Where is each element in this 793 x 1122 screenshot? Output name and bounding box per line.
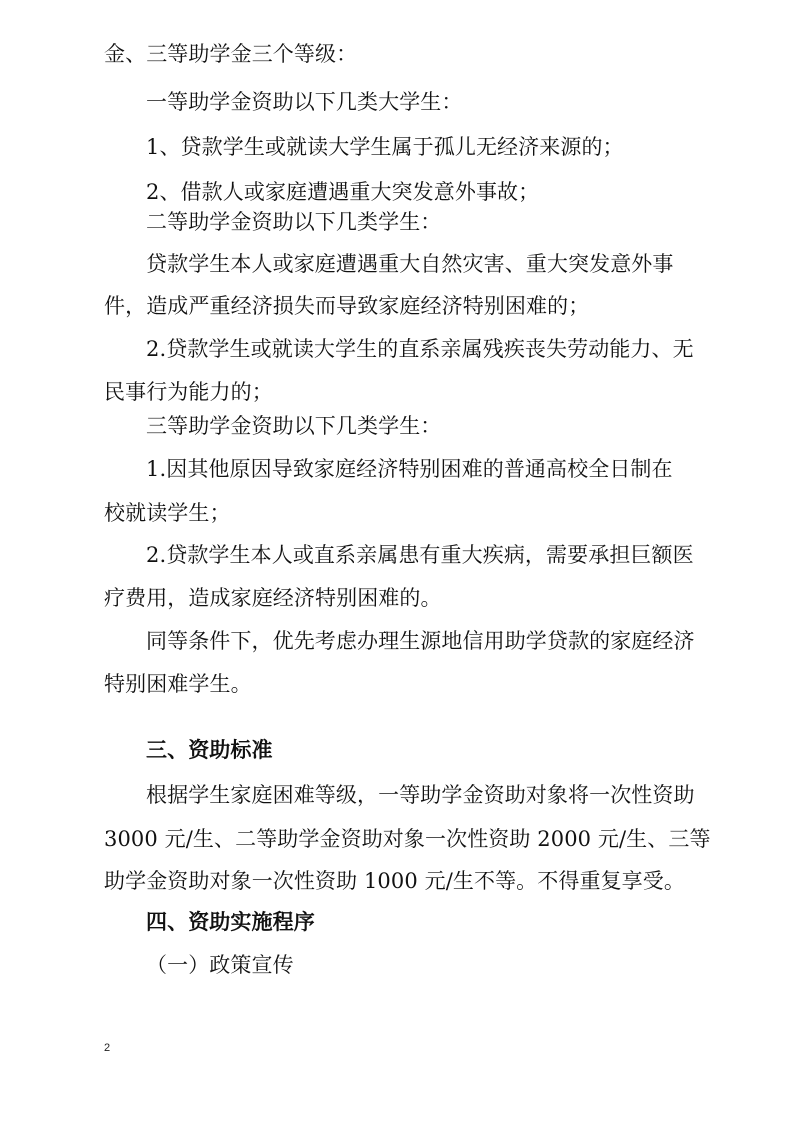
section-heading: 三、资助标准 (146, 738, 273, 762)
text-line: 民事行为能力的； (104, 380, 273, 404)
text-line: 贷款学生本人或家庭遭遇重大自然灾害、重大突发意外事 (146, 252, 674, 276)
text-line: 特别困难学生。 (104, 672, 252, 696)
text-line: 同等条件下，优先考虑办理生源地信用助学贷款的家庭经济 (146, 629, 695, 653)
text-line: 2.贷款学生或就读大学生的直系亲属残疾丧失劳动能力、无 (146, 337, 694, 361)
section-heading: 四、资助实施程序 (146, 910, 315, 934)
text-line: 3000 元/生、二等助学金资助对象一次性资助 2000 元/生、三等 (104, 827, 711, 851)
page-number: 2 (104, 1042, 111, 1054)
text-line: 三等助学金资助以下几类学生： (146, 414, 442, 438)
text-line: 2.贷款学生本人或直系亲属患有重大疾病，需要承担巨额医 (146, 543, 694, 567)
text-line: 金、三等助学金三个等级： (104, 42, 358, 66)
text-line: 二等助学金资助以下几类学生： (146, 210, 442, 234)
text-line: 助学金资助对象一次性资助 1000 元/生不等。不得重复享受。 (104, 869, 685, 893)
text-line: 件，造成严重经济损失而导致家庭经济特别困难的； (104, 294, 590, 318)
text-line: 校就读学生； (104, 501, 231, 525)
text-line: 疗费用，造成家庭经济特别困难的。 (104, 586, 442, 610)
text-line: 根据学生家庭困难等级，一等助学金资助对象将一次性资助 (146, 783, 695, 807)
text-line: 1、贷款学生或就读大学生属于孤儿无经济来源的； (146, 135, 624, 159)
text-line: 1.因其他原因导致家庭经济特别困难的普通高校全日制在 (146, 457, 673, 481)
text-line: 一等助学金资助以下几类大学生： (146, 90, 463, 114)
text-line: 2、借款人或家庭遭遇重大突发意外事故； (146, 180, 540, 204)
subsection-heading: （一）政策宣传 (146, 953, 294, 977)
